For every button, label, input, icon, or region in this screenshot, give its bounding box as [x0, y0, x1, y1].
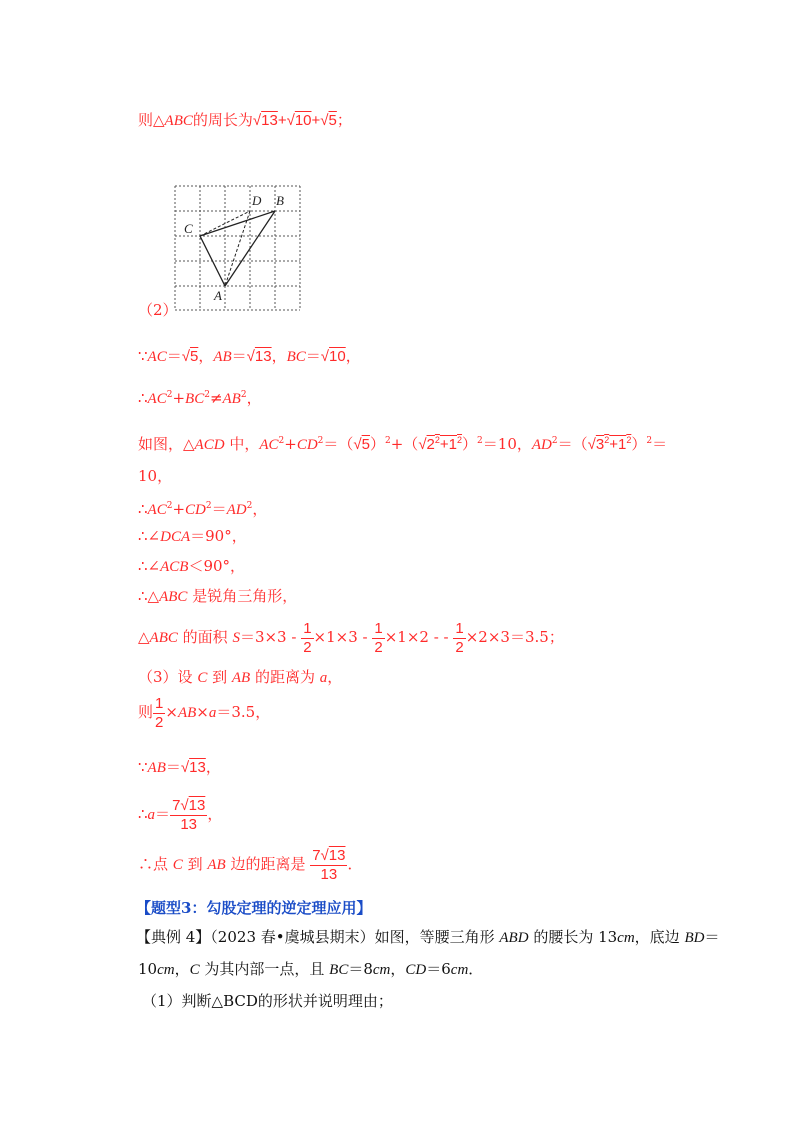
label-c: C	[184, 221, 193, 236]
distance-line: ∴点 C 到 AB 边的距离是 $\frac{7√13}{13}$ ．	[138, 846, 363, 883]
area-line: △ABC 的面积 S＝3×3 - $\frac{1}{2}$ ×1×3 - $\frac{1}{2}$ ×1×2 - - $\frac{1}{2}$ ×2×3＝3.5；	[138, 619, 564, 656]
perimeter-line: 则△ABC的周长为√13+√10+√5；	[138, 111, 352, 129]
a-value-line: ∴a＝ $\frac{7√13}{13}$ ，	[138, 796, 223, 833]
section-heading: 【题型3：勾股定理的逆定理应用】	[136, 899, 372, 917]
grid-figure	[170, 183, 305, 313]
example-line-1: 【典例 4】（2023 春•虞城县期末）如图，等腰三角形 ABD 的腰长为 13cm，底边 BD＝	[136, 928, 720, 946]
line-9: ∴△ABC 是锐角三角形，	[138, 587, 298, 605]
label-d: D	[252, 193, 262, 208]
label-a: A	[214, 288, 222, 303]
line-5a: 如图，△ACD 中，$AC^2+CD^2=(√5)^2+(√2^2+1^2)^2=10$，$AD^2=(√3^2+1^2)^2=$	[138, 435, 668, 453]
half-line: 则 $\frac{1}{2}$ ×AB×a＝3.5，	[138, 694, 271, 731]
line-7: ∴∠DCA＝90°，	[138, 527, 247, 545]
line-3: ∵AC＝√5，AB＝√13，BC＝√10，	[138, 347, 361, 365]
ab-line: ∵AB＝√13，	[138, 758, 221, 776]
label-b: B	[276, 193, 284, 208]
line-4: $\therefore AC^2+BC^2\ne AB^2$，	[138, 389, 262, 407]
example-line-2: 10cm，C 为其内部一点，且 BC＝8cm，CD＝6cm．	[138, 960, 484, 978]
part-3-line: （3）设 C 到 AB 的距离为 a，	[138, 668, 343, 686]
line-8: ∴∠ACB＜90°，	[138, 557, 246, 575]
line-6: $\therefore AC^2+CD^2=AD^2$，	[138, 500, 268, 518]
example-line-3: （1）判断△BCD的形状并说明理由；	[142, 992, 393, 1010]
part-2-label: （2）	[138, 301, 178, 319]
line-5b: 10，	[138, 467, 173, 485]
